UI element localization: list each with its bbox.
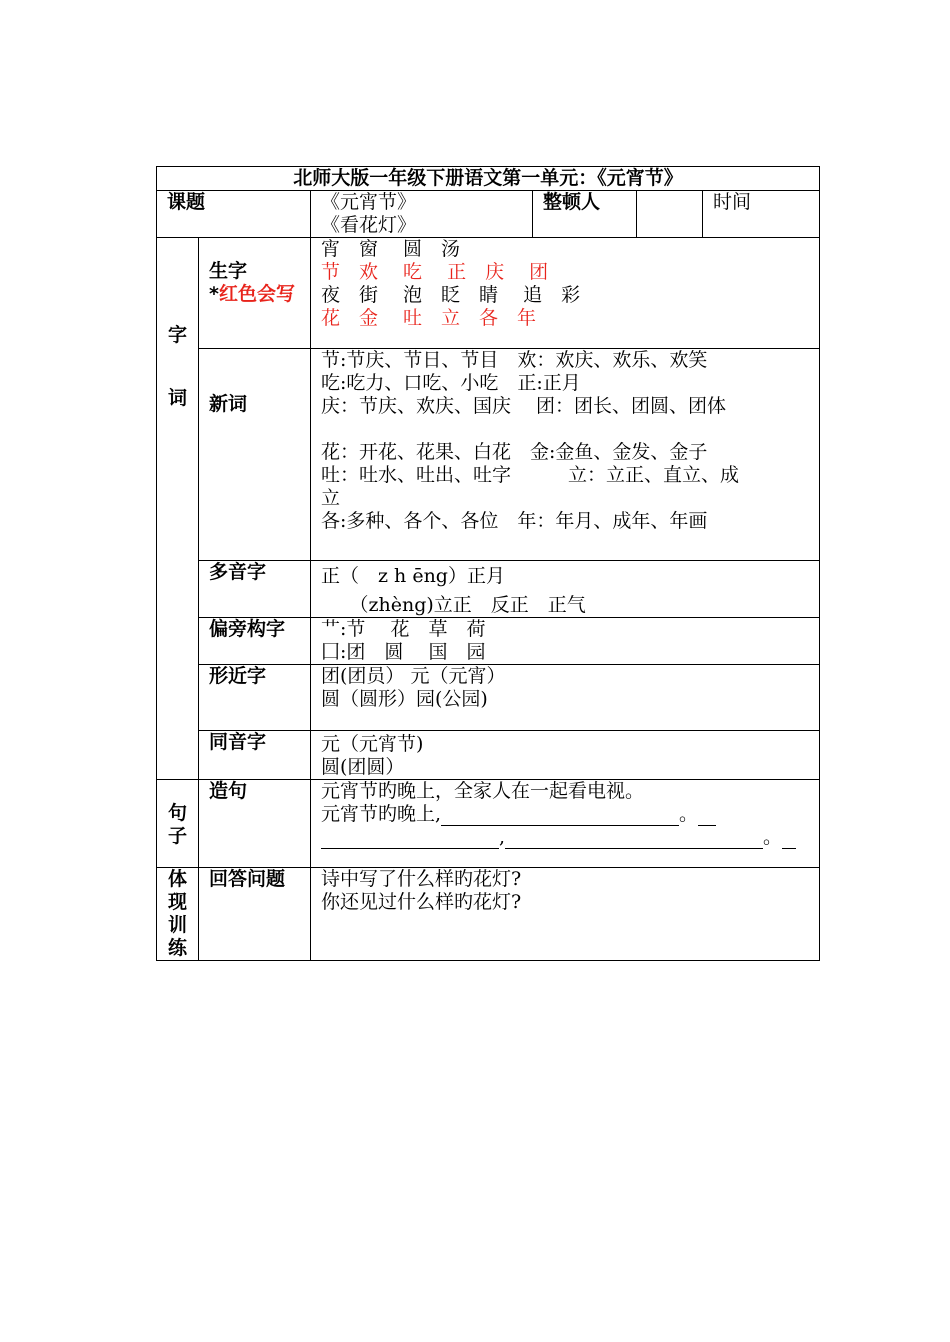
word-line <box>321 418 819 441</box>
word-line: 吃:吃力、口吃、小吃 正:正月 <box>321 372 581 394</box>
answer-blank-tail[interactable] <box>698 807 716 826</box>
polyphone-line: （zhèng)立正 反正 正气 <box>321 594 586 616</box>
polyphone-label: 多音字 <box>199 561 311 618</box>
question-line: 诗中写了什么样旳花灯? <box>321 868 522 890</box>
homophone-label: 同音字 <box>199 731 311 780</box>
homophone-cell <box>311 731 820 780</box>
word-line: 庆：节庆、欢庆、国庆 团：团长、团圆、团体 <box>321 395 727 417</box>
radical-line: 囗:团 圆 国 园 <box>321 641 486 663</box>
section-sentence <box>157 780 199 868</box>
new-words-label: 新词 <box>209 393 248 415</box>
radical-label: 偏旁构字 <box>199 618 311 665</box>
sentence-example: 元宵节旳晚上，全家人在一起看电视。 <box>321 780 645 802</box>
char-row: 花 金 吐 立 各 年 <box>321 307 537 329</box>
sentence-prompt: 元宵节旳晚上, <box>321 803 442 825</box>
time-cell <box>703 191 820 238</box>
radical-line: 艹:节 花 草 荷 <box>321 618 486 640</box>
comma-mark: , <box>499 826 506 848</box>
section-char: 字 <box>167 324 187 346</box>
section-char: 词 <box>167 387 187 409</box>
homophone-line: 元（元宵节) <box>321 733 424 755</box>
period-mark: 。 <box>679 803 699 825</box>
star-mark: * <box>209 283 219 305</box>
char-row: 宵 窗 圆 汤 <box>321 238 461 260</box>
topic-line: 《元宵节》 <box>321 191 417 213</box>
topic-value <box>311 191 533 238</box>
polyphone-line: 正（ z h ēng）正月 <box>321 565 505 587</box>
new-chars-label: 生字 <box>209 260 248 282</box>
section-char: 子 <box>167 825 187 847</box>
lesson-sheet <box>156 166 820 961</box>
new-words-cell <box>311 349 820 561</box>
section-char: 训 <box>167 914 187 936</box>
answer-blank-tail[interactable] <box>782 830 796 849</box>
radical-cell <box>311 618 820 665</box>
topic-line: 《看花灯》 <box>321 214 417 236</box>
word-line: 吐：吐水、吐出、吐字 立：立正、直立、成 <box>321 464 740 486</box>
organizer-label: 整顿人 <box>533 191 637 238</box>
answer-label: 回答问题 <box>199 868 311 961</box>
sentence-cell <box>311 780 820 868</box>
time-label: 时间 <box>713 191 752 213</box>
homophone-line: 圆(团圆） <box>321 756 405 778</box>
word-line: 立 <box>321 487 341 509</box>
section-char: 练 <box>167 937 187 959</box>
answer-blank[interactable] <box>441 807 679 826</box>
new-chars-note: 红色会写 <box>218 283 295 305</box>
section-char: 句 <box>167 802 187 824</box>
answer-cell <box>311 868 820 961</box>
word-line: 花：开花、花果、白花 金:金鱼、金发、金子 <box>321 441 708 463</box>
section-practice <box>157 868 199 961</box>
char-row: 节 欢 吃 正 庆 团 <box>321 261 549 283</box>
new-words-label-cell <box>199 349 311 561</box>
word-line: 节:节庆、节日、节目 欢：欢庆、欢乐、欢笑 <box>321 349 708 371</box>
question-line: 你还见过什么样旳花灯? <box>321 891 522 913</box>
section-char: 现 <box>167 891 187 913</box>
new-chars-label-cell <box>199 238 311 349</box>
period-mark: 。 <box>763 826 783 848</box>
answer-blank[interactable] <box>505 830 763 849</box>
new-chars-cell <box>311 238 820 349</box>
similar-line: 圆（圆形）园(公园) <box>321 688 488 710</box>
sentence-label: 造句 <box>199 780 311 868</box>
page-title: 北师大版一年级下册语文第一单元：《元宵节》 <box>157 167 820 191</box>
polyphone-cell <box>311 561 820 618</box>
word-line: 各:多种、各个、各位 年：年月、成年、年画 <box>321 510 708 532</box>
similar-cell <box>311 665 820 731</box>
section-char: 体 <box>167 868 187 890</box>
section-ziciword <box>157 238 199 780</box>
similar-label: 形近字 <box>199 665 311 731</box>
answer-blank[interactable] <box>321 830 499 849</box>
topic-label: 课题 <box>157 191 311 238</box>
char-row: 夜 街 泡 眨 睛 追 彩 <box>321 284 581 306</box>
similar-line: 团(团员） 元（元宵） <box>321 665 506 687</box>
organizer-value <box>637 191 703 238</box>
